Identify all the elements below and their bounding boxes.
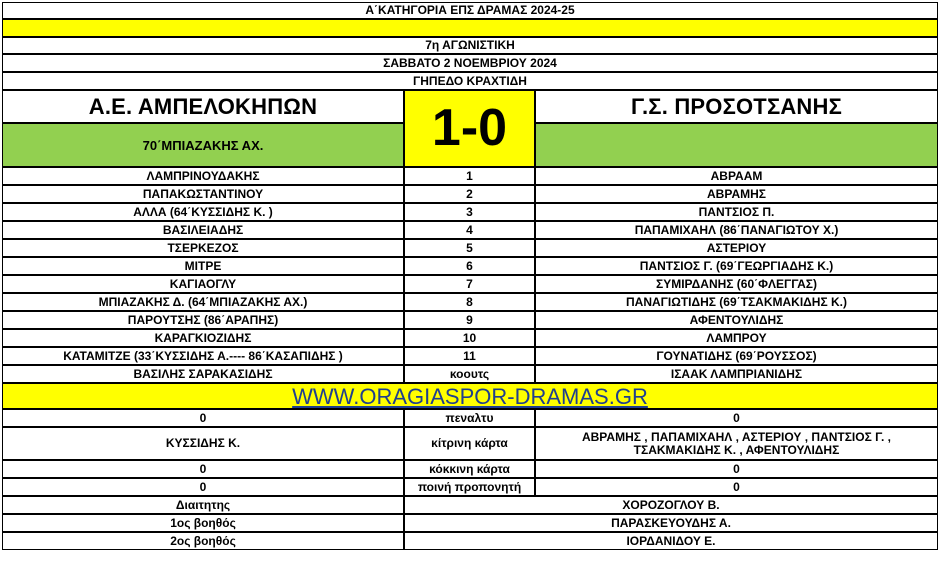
lineup-home-player: ΤΣΕΡΚΕΖΟΣ [2,239,404,257]
away-scorers [535,123,938,167]
official-role: 2ος βοηθός [2,532,404,550]
stat-away-value: 0 [535,460,938,478]
lineup-away-player: ΙΣΑΑΚ ΛΑΜΠΡΙΑΝΙΔΗΣ [535,365,938,383]
lineup-away-player: ΠΑΠΑΜΙΧΑΗΛ (86΄ΠΑΝΑΓΙΩΤΟΥ Χ.) [535,221,938,239]
stat-label: κίτρινη κάρτα [404,427,535,460]
website-link[interactable]: WWW.ORAGIASPOR-DRAMAS.GR [2,383,938,409]
lineup-number: 2 [404,185,535,203]
official-name: ΠΑΡΑΣΚΕΥΟΥΔΗΣ Α. [404,514,938,532]
league-title: Α΄ΚΑΤΗΓΟΡΙΑ ΕΠΣ ΔΡΑΜΑΣ 2024-25 [2,2,938,19]
lineup-away-player: ΑΒΡΑΑΜ [535,167,938,185]
lineup-home-player: ΒΑΣΙΛΕΙΑΔΗΣ [2,221,404,239]
lineup-number: 9 [404,311,535,329]
lineup-away-player: ΣΥΜΙΡΔΑΝΗΣ (60΄ΦΛΕΓΓΑΣ) [535,275,938,293]
home-scorers: 70΄ΜΠΙΑΖΑΚΗΣ ΑΧ. [2,123,404,167]
lineup-number: 3 [404,203,535,221]
stat-label: ποινή προπονητή [404,478,535,496]
official-role: Διαιτητης [2,496,404,514]
lineup-home-player: ΛΑΜΠΡΙΝΟΥΔΑΚΗΣ [2,167,404,185]
lineup-number: 10 [404,329,535,347]
stat-home-value: 0 [2,478,404,496]
lineup-number: 8 [404,293,535,311]
lineup-home-player: ΚΑΡΑΓΚΙΟΖΙΔΗΣ [2,329,404,347]
lineup-number: 6 [404,257,535,275]
stat-label: πεναλτυ [404,409,535,427]
lineup-home-player: ΚΑΓΙΑΟΓΛΥ [2,275,404,293]
lineup-home-player: ΚΑΤΑΜΙΤΖΕ (33΄ΚΥΣΣΙΔΗΣ Α.---- 86΄ΚΑΣΑΠΙΔΗΣ ) [2,347,404,365]
stat-home-value: 0 [2,460,404,478]
yellow-band-top [2,19,938,37]
lineup-number: 7 [404,275,535,293]
home-team-name: Α.Ε. ΑΜΠΕΛΟΚΗΠΩΝ [2,90,404,123]
stat-label: κόκκινη κάρτα [404,460,535,478]
official-name: ΙΟΡΔΑΝΙΔΟΥ Ε. [404,532,938,550]
lineup-away-player: ΠΑΝΑΓΙΩΤΙΔΗΣ (69΄ΤΣΑΚΜΑΚΙΔΗΣ Κ.) [535,293,938,311]
venue: ΓΗΠΕΔΟ ΚΡΑΧΤΙΔΗ [2,72,938,90]
stat-home-value: ΚΥΣΣΙΔΗΣ Κ. [2,427,404,460]
lineup-away-player: ΠΑΝΤΣΙΟΣ Γ. (69΄ΓΕΩΡΓΙΑΔΗΣ Κ.) [535,257,938,275]
lineup-home-player: ΒΑΣΙΛΗΣ ΣΑΡΑΚΑΣΙΔΗΣ [2,365,404,383]
stat-away-value: 0 [535,478,938,496]
away-team-name: Γ.Σ. ΠΡΟΣΟΤΣΑΝΗΣ [535,90,938,123]
lineup-number: 4 [404,221,535,239]
lineup-away-player: ΛΑΜΠΡΟΥ [535,329,938,347]
lineup-away-player: ΑΣΤΕΡΙΟΥ [535,239,938,257]
lineup-home-player: ΜΙΤΡΕ [2,257,404,275]
lineup-away-player: ΑΦΕΝΤΟΥΛΙΔΗΣ [535,311,938,329]
official-name: ΧΟΡΟΖΟΓΛΟΥ Β. [404,496,938,514]
lineup-away-player: ΠΑΝΤΣΙΟΣ Π. [535,203,938,221]
official-role: 1ος βοηθός [2,514,404,532]
lineup-home-player: ΠΑΠΑΚΩΣΤΑΝΤΙΝΟΥ [2,185,404,203]
lineup-home-player: ΜΠΙΑΖΑΚΗΣ Δ. (64΄ΜΠΙΑΖΑΚΗΣ ΑΧ.) [2,293,404,311]
lineup-number: 5 [404,239,535,257]
stat-away-value: 0 [535,409,938,427]
lineup-home-player: ΑΛΛΑ (64΄ΚΥΣΣΙΔΗΣ Κ. ) [2,203,404,221]
lineup-away-player: ΑΒΡΑΜΗΣ [535,185,938,203]
lineup-number: 1 [404,167,535,185]
final-score: 1-0 [404,90,535,167]
matchday: 7η ΑΓΩΝΙΣΤΙΚΗ [2,37,938,54]
lineup-home-player: ΠΑΡΟΥΤΣΗΣ (86΄ΑΡΑΠΗΣ) [2,311,404,329]
match-date: ΣΑΒΒΑΤΟ 2 ΝΟΕΜΒΡΙΟΥ 2024 [2,54,938,72]
lineup-away-player: ΓΟΥΝΑΤΙΔΗΣ (69΄ΡΟΥΣΣΟΣ) [535,347,938,365]
stat-home-value: 0 [2,409,404,427]
lineup-number: κοουτς [404,365,535,383]
stat-away-value: ΑΒΡΑΜΗΣ , ΠΑΠΑΜΙΧΑΗΛ , ΑΣΤΕΡΙΟΥ , ΠΑΝΤΣΙΟΣ Γ. , ΤΣΑΚΜΑΚΙΔΗΣ Κ. , ΑΦΕΝΤΟΥΛΙΔΗΣ [535,427,938,460]
lineup-number: 11 [404,347,535,365]
